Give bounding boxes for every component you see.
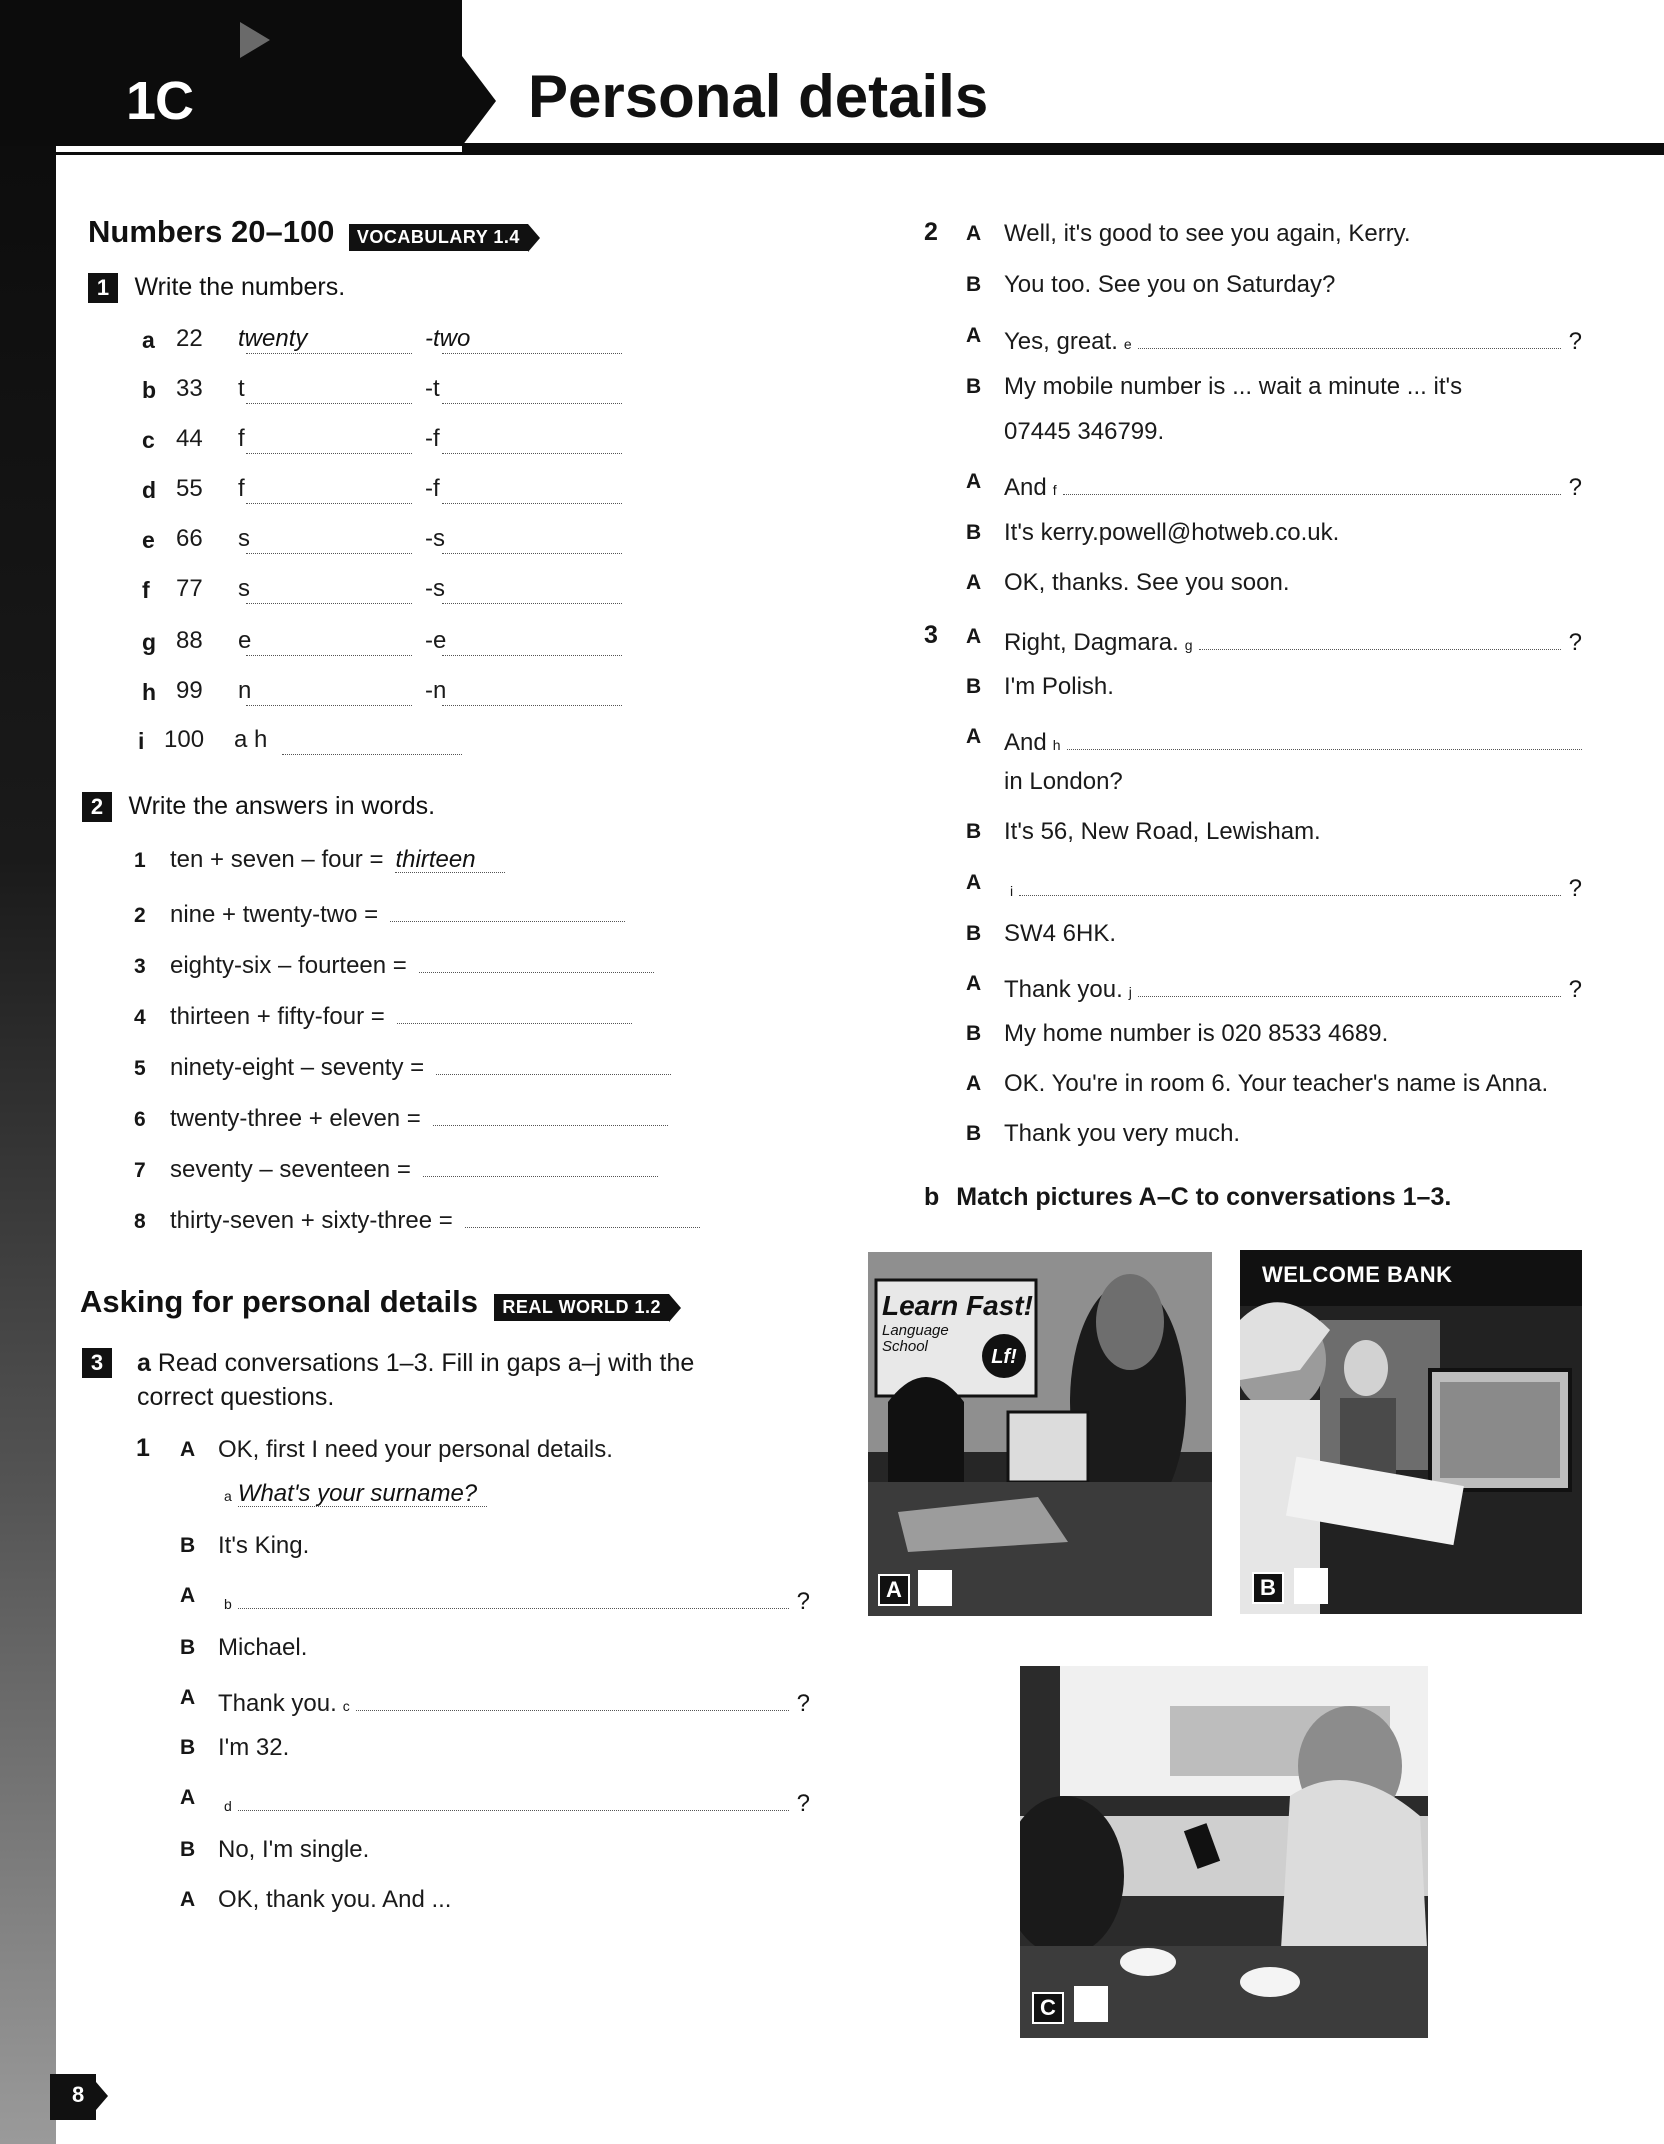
line-text: OK, thanks. See you soon. (1004, 569, 1290, 596)
speaker-label: B (180, 1838, 196, 1861)
real-world-tag: REAL WORLD 1.2 (494, 1294, 669, 1321)
answer-blank-2[interactable] (442, 379, 622, 404)
page-title: Personal details (528, 63, 989, 130)
line-text: No, I'm single. (218, 1836, 370, 1863)
line-content (1004, 519, 1582, 547)
conversation-number: 3 (924, 621, 938, 649)
line-content (1004, 569, 1582, 597)
page-number-arrow (96, 2082, 108, 2110)
speaker-label: A (180, 1888, 196, 1911)
gap-answer-field[interactable] (238, 1582, 789, 1609)
section-heading-numbers (88, 214, 528, 251)
word-second-part[interactable]: -f (425, 475, 440, 502)
header-arrow (462, 56, 496, 146)
math-expression: twenty-three + eleven = (170, 1105, 421, 1132)
word-second-part[interactable]: -s (425, 525, 445, 552)
line-text: It's kerry.powell@hotweb.co.uk. (1004, 519, 1340, 546)
gap-letter: g (1184, 637, 1193, 653)
conversation-number: 2 (924, 218, 938, 246)
math-row (134, 1050, 754, 1082)
line-text: OK, first I need your personal details. (218, 1436, 613, 1463)
dialogue-line (966, 768, 1582, 800)
line-content (218, 1532, 810, 1560)
word-second-part[interactable]: -f (425, 425, 440, 452)
item-number: 33 (176, 375, 203, 402)
line-content (218, 1886, 810, 1914)
numbers-row (138, 726, 662, 758)
sign-language: Language (882, 1322, 949, 1339)
word-first-part[interactable]: t (238, 375, 245, 402)
item-letter: g (142, 629, 157, 655)
question-mark: ? (796, 1690, 810, 1717)
item-letter: h (142, 679, 157, 705)
line-text: My home number is 020 8533 4689. (1004, 1020, 1389, 1047)
cafe-illustration (1020, 1666, 1428, 2038)
unit-header-block (0, 0, 462, 146)
item-number: 88 (176, 627, 203, 654)
answer-field[interactable] (397, 999, 632, 1024)
gap-letter: a (224, 1488, 232, 1504)
speaker-label: B (180, 1736, 196, 1759)
speaker-label: B (966, 273, 982, 296)
picture-c (1020, 1666, 1428, 2038)
word-first-part[interactable]: s (238, 575, 250, 602)
dialogue-line (180, 1436, 810, 1468)
line-content (1004, 920, 1582, 948)
item-number: 2 (134, 904, 146, 927)
dialogue-line (966, 970, 1582, 1002)
picture-label: B (1252, 1572, 1284, 1604)
answer-box-b[interactable] (1294, 1568, 1328, 1604)
instruction-line-2: correct questions. (137, 1383, 335, 1411)
speaker-label: B (966, 1022, 982, 1045)
gap-letter: e (1123, 336, 1132, 352)
gap-answer-field[interactable] (1199, 623, 1561, 650)
answer-field[interactable]: thirteen (395, 848, 505, 873)
numbers-row (142, 475, 662, 507)
gap-answer-field[interactable] (1063, 468, 1561, 495)
math-row (134, 948, 754, 980)
math-row (134, 1101, 754, 1133)
exercise-1-heading (88, 273, 345, 303)
numbers-row (142, 425, 662, 457)
math-expression: thirty-seven + sixty-three = (170, 1207, 453, 1234)
item-letter: c (142, 427, 155, 453)
part-letter: b (924, 1183, 940, 1211)
answer-blank-2[interactable] (442, 429, 622, 454)
dialogue-line (966, 322, 1582, 354)
line-text: OK, thank you. And ... (218, 1886, 452, 1913)
line-text: SW4 6HK. (1004, 920, 1117, 947)
speaker-label: A (966, 324, 982, 347)
math-expression: seventy – seventeen = (170, 1156, 411, 1183)
page-edge-shadow (0, 0, 56, 2144)
line-content (1004, 673, 1582, 701)
line-content (218, 1784, 810, 1818)
answer-blank-2[interactable] (442, 631, 622, 656)
item-number: 8 (134, 1210, 146, 1233)
line-content (1004, 373, 1582, 401)
speaker-label: A (180, 1686, 196, 1709)
word-second-part: -two (425, 325, 471, 352)
question-mark: ? (1568, 629, 1582, 656)
dialogue-line (180, 1582, 810, 1614)
answer-blank-1[interactable] (246, 681, 412, 706)
line-content (1004, 768, 1582, 796)
word-first-part[interactable]: f (238, 475, 245, 502)
dialogue-line (966, 1120, 1582, 1152)
item-number: 1 (134, 849, 146, 872)
speaker-label: A (966, 470, 982, 493)
line-content (1004, 623, 1582, 657)
item-letter: i (138, 728, 145, 754)
word-first-part: twenty (238, 325, 308, 352)
item-number: 99 (176, 677, 203, 704)
dialogue-line (180, 1784, 810, 1816)
speaker-label: A (966, 571, 982, 594)
item-number: 5 (134, 1057, 146, 1080)
item-number: 3 (134, 955, 146, 978)
line-content (218, 1634, 810, 1662)
dialogue-line (966, 673, 1582, 705)
dialogue-line (966, 869, 1582, 901)
instruction-line-1: Read conversations 1–3. Fill in gaps a–j with the (157, 1349, 695, 1377)
line-content (1004, 418, 1582, 446)
gap-answer-field[interactable] (1138, 322, 1561, 349)
answer-blank-2[interactable] (442, 579, 622, 604)
answer-blank-2[interactable] (442, 681, 622, 706)
line-content (218, 1836, 810, 1864)
line-content (1004, 1070, 1582, 1098)
answer-blank-2[interactable] (442, 529, 622, 554)
picture-label: C (1032, 1992, 1064, 2024)
dialogue-line (966, 373, 1582, 405)
line-text: I'm 32. (218, 1734, 290, 1761)
answer-blank-1[interactable] (246, 631, 412, 656)
answer-field[interactable] (390, 897, 625, 922)
numbers-row (142, 325, 662, 357)
item-number: 4 (134, 1006, 146, 1029)
numbers-row (142, 677, 662, 709)
bank-illustration (1240, 1250, 1582, 1614)
item-number: 77 (176, 575, 203, 602)
dialogue-line (966, 519, 1582, 551)
word-first-part[interactable]: s (238, 525, 250, 552)
section-title: Asking for personal details (80, 1284, 478, 1319)
line-content (218, 1734, 810, 1762)
line-text: Michael. (218, 1634, 308, 1661)
line-text: It's King. (218, 1532, 310, 1559)
item-number: 55 (176, 475, 203, 502)
speaker-label: B (966, 1122, 982, 1145)
word-first-part[interactable]: f (238, 425, 245, 452)
page-number: 8 (72, 2082, 85, 2107)
gap-letter: h (1052, 737, 1061, 753)
dialogue-line (966, 818, 1582, 850)
top-rule (56, 152, 1664, 155)
word-second-part[interactable]: -s (425, 575, 445, 602)
line-text: Right, Dagmara. (1004, 629, 1179, 656)
word-second-part[interactable]: -e (425, 627, 447, 654)
gap-answer-field[interactable] (1138, 970, 1561, 997)
speaker-label: B (966, 375, 982, 398)
speaker-label: A (966, 222, 982, 245)
answer-blank-1[interactable] (282, 730, 462, 755)
word-first-part: a h (234, 726, 268, 753)
word-first-part[interactable]: e (238, 627, 252, 654)
dialogue-line (966, 1020, 1582, 1052)
part-letter: a (137, 1349, 151, 1377)
question-mark: ? (1568, 875, 1582, 902)
play-icon (240, 22, 270, 58)
section-heading-personal (80, 1284, 669, 1321)
gap-answer-field[interactable]: What's your surname? (238, 1480, 487, 1507)
gap-answer-field[interactable] (238, 1784, 789, 1811)
dialogue-line (966, 1070, 1582, 1102)
answer-box-a[interactable] (918, 1570, 952, 1606)
item-letter: d (142, 477, 157, 503)
line-content (1004, 970, 1582, 1004)
answer-box-c[interactable] (1074, 1986, 1108, 2022)
word-first-part[interactable]: n (238, 677, 252, 704)
answer-field[interactable] (465, 1203, 700, 1228)
line-content (1004, 1020, 1582, 1048)
question-mark: ? (796, 1588, 810, 1615)
line-content (1004, 723, 1582, 757)
line-text: Yes, great. (1004, 328, 1118, 355)
bank-sign: WELCOME BANK (1262, 1262, 1453, 1287)
speaker-label: A (966, 871, 982, 894)
answer-blank-1[interactable] (246, 529, 412, 554)
line-text: My mobile number is ... wait a minute ... it's (1004, 373, 1463, 400)
dialogue-line (966, 220, 1582, 252)
picture-label: A (878, 1574, 910, 1606)
part-b-text: Match pictures A–C to conversations 1–3. (956, 1183, 1452, 1211)
exercise-3-heading (82, 1348, 112, 1378)
line-text: And (1004, 474, 1047, 501)
item-number: 66 (176, 525, 203, 552)
line-content (218, 1480, 810, 1507)
speaker-label: B (966, 675, 982, 698)
section-title: Numbers 20–100 (88, 214, 335, 249)
line-content (1004, 818, 1582, 846)
line-content (218, 1582, 810, 1616)
question-mark: ? (1568, 474, 1582, 501)
item-number: 100 (164, 726, 205, 753)
dialogue-line (966, 623, 1582, 655)
title-rule (462, 143, 1664, 152)
dialogue-line (966, 418, 1582, 450)
gap-letter: f (1052, 482, 1057, 498)
gap-answer-field[interactable] (1067, 723, 1583, 750)
line-text: And (1004, 729, 1047, 756)
sign-school: School (882, 1338, 928, 1355)
question-mark: ? (1568, 976, 1582, 1003)
question-mark: ? (1568, 328, 1582, 355)
exercise-number: 1 (88, 273, 118, 303)
item-number: 44 (176, 425, 203, 452)
line-content (1004, 271, 1582, 299)
speaker-label: A (966, 1072, 982, 1095)
math-row (134, 1152, 754, 1184)
sign-learn-fast: Learn Fast! (882, 1290, 1033, 1321)
numbers-row (142, 525, 662, 557)
line-text: 07445 346799. (1004, 418, 1165, 445)
line-content (1004, 220, 1582, 248)
item-letter: a (142, 327, 155, 353)
speaker-label: A (180, 1438, 196, 1461)
math-expression: eighty-six – fourteen = (170, 952, 407, 979)
question-mark: ? (796, 1790, 810, 1817)
gap-answer-field[interactable] (356, 1684, 789, 1711)
item-letter: b (142, 377, 157, 403)
answer-blank-1[interactable] (246, 429, 412, 454)
dialogue-line (180, 1532, 810, 1564)
exercise-instruction: Write the answers in words. (128, 792, 436, 820)
answer-blank-2[interactable] (442, 479, 622, 504)
math-expression: nine + twenty-two = (170, 901, 379, 928)
numbers-row (142, 627, 662, 659)
item-number: 22 (176, 325, 203, 352)
exercise-instruction: Write the numbers. (134, 273, 346, 301)
speaker-label: A (180, 1786, 196, 1809)
answer-field[interactable] (433, 1101, 668, 1126)
line-text: Thank you very much. (1004, 1120, 1241, 1147)
part-b-instruction (924, 1183, 1451, 1212)
picture-a (868, 1252, 1212, 1616)
speaker-label: A (966, 972, 982, 995)
math-expression: thirteen + fifty-four = (170, 1003, 385, 1030)
speaker-label: B (180, 1636, 196, 1659)
answer-field[interactable] (436, 1050, 671, 1075)
exercise-3-instruction (137, 1346, 694, 1414)
conversation-number: 1 (136, 1434, 150, 1462)
line-text: Thank you. (218, 1690, 337, 1717)
item-letter: e (142, 527, 155, 553)
line-text: Well, it's good to see you again, Kerry. (1004, 220, 1411, 247)
exercise-number: 3 (82, 1348, 112, 1378)
speaker-label: B (966, 922, 982, 945)
dialogue-line (180, 1886, 810, 1918)
dialogue-line (966, 920, 1582, 952)
dialogue-line (180, 1634, 810, 1666)
speaker-label: B (966, 820, 982, 843)
item-letter: f (142, 577, 150, 603)
answer-blank-1[interactable] (246, 379, 412, 404)
speaker-label: A (180, 1584, 196, 1607)
line-text: You too. See you on Saturday? (1004, 271, 1336, 298)
word-second-part[interactable]: -t (425, 375, 440, 402)
gap-letter: i (1010, 883, 1014, 899)
dialogue-line (966, 468, 1582, 500)
dialogue-line (180, 1836, 810, 1868)
answer-field[interactable] (423, 1152, 658, 1177)
dialogue-line (180, 1684, 810, 1716)
dialogue-line (966, 569, 1582, 601)
vocabulary-tag: VOCABULARY 1.4 (349, 224, 528, 251)
line-text: OK. You're in room 6. Your teacher's name is Anna. (1004, 1070, 1549, 1097)
math-row (134, 846, 754, 878)
gap-letter: j (1128, 984, 1132, 1000)
dialogue-line (180, 1734, 810, 1766)
gap-answer-field[interactable] (1019, 869, 1561, 896)
exercise-number: 2 (82, 792, 112, 822)
gap-letter: c (342, 1698, 350, 1714)
math-expression: ninety-eight – seventy = (170, 1054, 425, 1081)
math-row (134, 999, 754, 1031)
line-text: Thank you. (1004, 976, 1123, 1003)
answer-blank-1[interactable] (246, 579, 412, 604)
line-content (1004, 1120, 1582, 1148)
gap-letter: d (224, 1798, 232, 1814)
answer-field[interactable] (419, 948, 654, 973)
line-content (1004, 322, 1582, 356)
dialogue-line (966, 271, 1582, 303)
speaker-label: A (966, 725, 982, 748)
gap-letter: b (224, 1596, 232, 1612)
line-content (218, 1684, 810, 1718)
math-expression: ten + seven – four = (170, 846, 384, 873)
answer-blank-1[interactable] (246, 479, 412, 504)
line-text: It's 56, New Road, Lewisham. (1004, 818, 1321, 845)
word-second-part[interactable]: -n (425, 677, 447, 704)
line-text: I'm Polish. (1004, 673, 1114, 700)
line-content (218, 1436, 810, 1464)
dialogue-line (966, 723, 1582, 755)
speaker-label: B (966, 521, 982, 544)
numbers-row (142, 575, 662, 607)
dialogue-line (180, 1480, 810, 1512)
item-number: 6 (134, 1108, 146, 1131)
item-number: 7 (134, 1159, 146, 1182)
speaker-label: B (180, 1534, 196, 1557)
unit-label: 1C (126, 71, 194, 131)
school-logo: Lf! (991, 1346, 1017, 1368)
math-row (134, 897, 754, 929)
math-row (134, 1203, 754, 1235)
line-content (1004, 468, 1582, 502)
exercise-2-heading (82, 792, 435, 822)
line-text: in London? (1004, 768, 1123, 795)
numbers-row (142, 375, 662, 407)
picture-b (1240, 1250, 1582, 1614)
line-content (1004, 869, 1582, 903)
speaker-label: A (966, 625, 982, 648)
